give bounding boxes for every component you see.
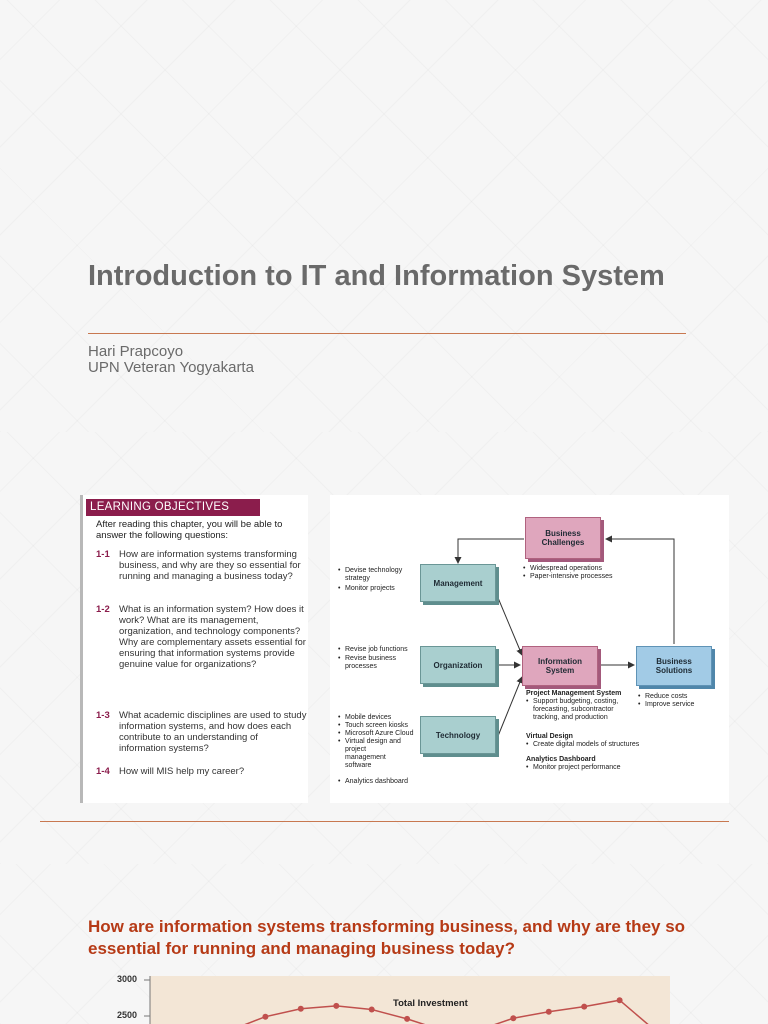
data-point [510,1015,516,1021]
technology-bullet: • Virtual design and project management software [338,738,404,770]
challenges-bullet: • Paper-intensive processes [523,573,633,581]
solutions-bullet: • Reduce costs [638,693,726,701]
title-divider [88,333,686,334]
technology-bullet: • Microsoft Azure Cloud [338,730,418,738]
pms-heading: Project Management System [526,690,622,697]
learning-objectives-intro: After reading this chapter, you will be able to answer the following questions: [96,519,283,541]
institution-name: UPN Veteran Yogyakarta [88,359,254,376]
organization-box: Organization [420,646,496,684]
data-point [298,1006,304,1012]
virtual-design-bullet: • Create digital models of structures [526,741,646,749]
business-challenges-box: Business Challenges [525,517,601,559]
information-system-diagram [330,495,729,803]
data-point [262,1014,268,1020]
data-point [404,1016,410,1022]
objective-number: 1-3 [96,710,110,721]
series-label: Total Investment [393,998,468,1009]
virtual-design-heading: Virtual Design [526,733,573,740]
management-box: Management [420,564,496,602]
investment-chart [0,864,768,1024]
information-system-box: Information System [522,646,598,686]
management-bullet: • Monitor projects [338,585,414,593]
management-bullet: • Devise technology strategy [338,567,414,583]
data-point [333,1003,339,1009]
objective-number: 1-1 [96,549,110,560]
objective-number: 1-2 [96,604,110,615]
technology-box: Technology [420,716,496,754]
arrow-management-to-is [496,593,522,655]
slide-title: Introduction to IT and Information System [88,260,665,292]
challenges-bullet: • Widespread operations [523,565,633,573]
arrow-challenges-to-management [458,539,524,563]
technology-bullet: • Touch screen kiosks [338,722,418,730]
learning-objectives-slide [0,432,768,864]
objective-text: What academic disciplines are used to study information systems, and how does each contribute to an understanding of information systems? [119,710,307,754]
arrow-technology-to-is [496,677,522,741]
author-name: Hari Prapcoyo [88,343,184,360]
question-slide [0,864,768,1024]
slide-divider [40,821,729,822]
data-point [581,1004,587,1010]
business-solutions-box: Business Solutions [636,646,712,686]
organization-bullet: • Revise job functions [338,646,414,654]
question-heading: How are information systems transforming business, and why are they so essential for running and managing business today? [88,917,686,958]
analytics-dashboard-heading: Analytics Dashboard [526,756,596,763]
learning-objectives-header: LEARNING OBJECTIVES [86,499,260,516]
y-tick-label: 2500 [117,1010,138,1020]
objective-text: What is an information system? How does it work? What are its management, organization, and technology components? Why are complementary assets essential for ensuring that information systems provide genuine value for organizations? [119,604,306,670]
analytics-dashboard-bullet: • Monitor project performance [526,764,646,772]
objective-text: How are information systems transforming business, and why are they so essential for running and managing a business today? [119,549,301,582]
technology-bullet: • Analytics dashboard [338,778,418,786]
title-slide [0,0,768,432]
data-point [546,1009,552,1015]
objective-text: How will MIS help my career? [119,766,245,777]
data-point [369,1007,375,1013]
organization-bullet: • Revise business processes [338,655,408,671]
learning-objectives-panel [80,495,308,803]
pms-bullet: • Support budgeting, costing, forecasting, subcontractor tracking, and production [526,698,624,722]
data-point [617,997,623,1003]
y-tick-label: 3000 [117,974,138,984]
solutions-bullet: • Improve service [638,701,726,709]
arrow-solutions-to-challenges [606,539,674,644]
technology-bullet: • Mobile devices [338,714,418,722]
objective-number: 1-4 [96,766,110,777]
